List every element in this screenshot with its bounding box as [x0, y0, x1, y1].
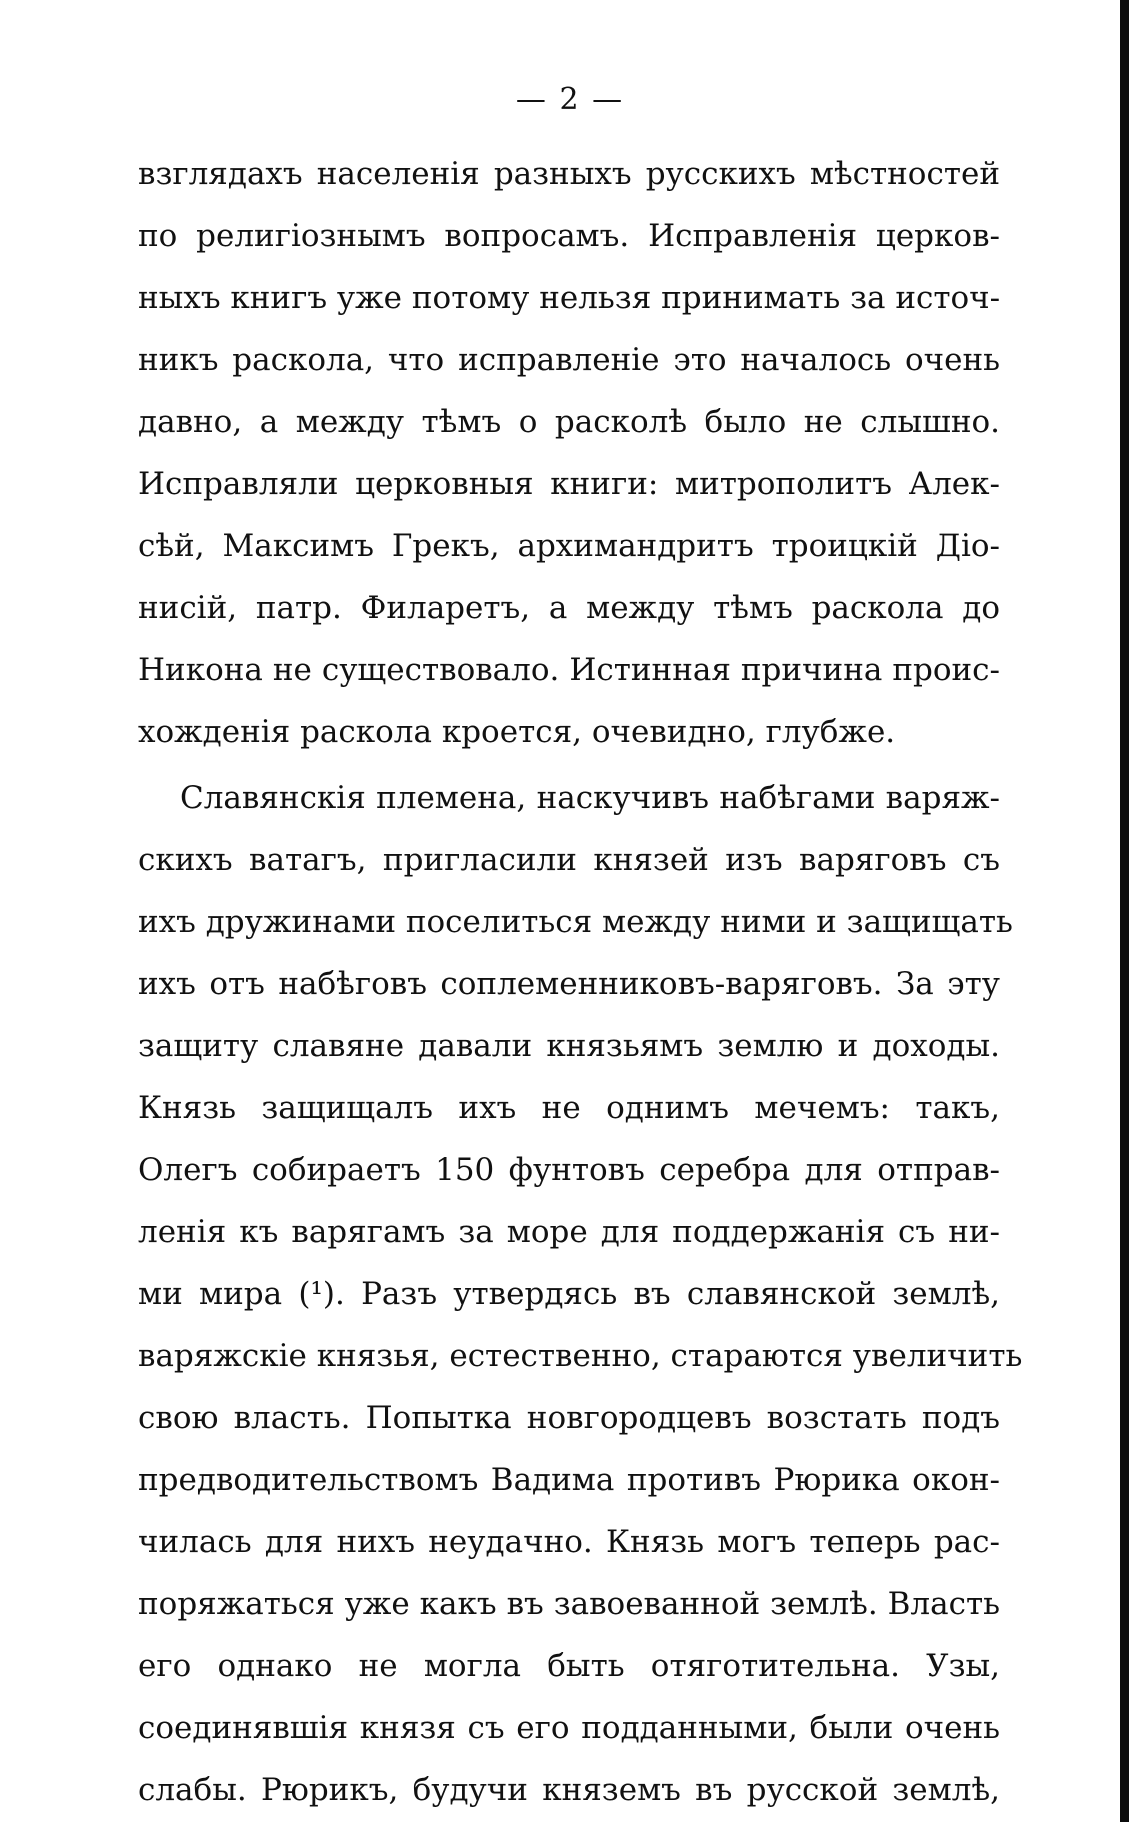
text-line: ихъ отъ набѣговъ соплеменниковъ-варяговъ. За эту [138, 966, 1000, 1002]
text-line: варяжскіе князья, естественно, стараются увеличить [138, 1338, 1023, 1374]
text-line: Олегъ собираетъ 150 фунтовъ серебра для отправ- [138, 1152, 1000, 1188]
text-line: хожденія раскола кроется, очевидно, глубже. [138, 714, 896, 750]
text-line: скихъ ватагъ, пригласили князей изъ варяговъ съ [138, 842, 1000, 878]
text-line: давно, а между тѣмъ о расколѣ было не слышно. [138, 404, 1000, 440]
text-line: защиту славяне давали князьямъ землю и доходы. [138, 1028, 1000, 1064]
text-line: предводительствомъ Вадима противъ Рюрика окон- [138, 1462, 1000, 1498]
text-line: ихъ дружинами поселиться между ними и защищать [138, 904, 1013, 940]
text-line: соединявшія князя съ его подданными, были очень [138, 1710, 1000, 1746]
text-line: ленія къ варягамъ за море для поддержанія съ ни- [138, 1214, 1000, 1250]
right-page-edge [1120, 0, 1129, 1822]
text-line: никъ раскола, что исправленіе это началось очень [138, 342, 1000, 378]
text-line: поряжаться уже какъ въ завоеванной землѣ. Власть [138, 1586, 1000, 1622]
text-line: Князь защищалъ ихъ не однимъ мечемъ: такъ, [138, 1090, 1000, 1126]
text-line: слабы. Рюрикъ, будучи княземъ въ русской землѣ, [138, 1772, 1000, 1808]
text-line: взглядахъ населенія разныхъ русскихъ мѣстностей [138, 156, 1000, 192]
text-line: Славянскія племена, наскучивъ набѣгами варяж- [180, 780, 1000, 816]
text-line: его однако не могла быть отяготительна. Узы, [138, 1648, 1000, 1684]
text-line: сѣй, Максимъ Грекъ, архимандритъ троицкій Діо- [138, 528, 1000, 564]
text-line: ныхъ книгъ уже потому нельзя принимать за источ- [138, 280, 1001, 316]
text-line: по религіознымъ вопросамъ. Исправленія церков- [138, 218, 1000, 254]
text-line: Исправляли церковныя книги: митрополитъ Алек- [138, 466, 1000, 502]
text-line: ми мира (¹). Разъ утвердясь въ славянской землѣ, [138, 1276, 1000, 1312]
text-line: Никона не существовало. Истинная причина проис- [138, 652, 1000, 688]
text-line: свою власть. Попытка новгородцевъ возстать подъ [138, 1400, 1000, 1436]
text-line: нисій, патр. Филаретъ, а между тѣмъ раскола до [138, 590, 1000, 626]
text-line: чилась для нихъ неудачно. Князь могъ теперь рас- [138, 1524, 1000, 1560]
page-number: — 2 — [515, 82, 625, 117]
